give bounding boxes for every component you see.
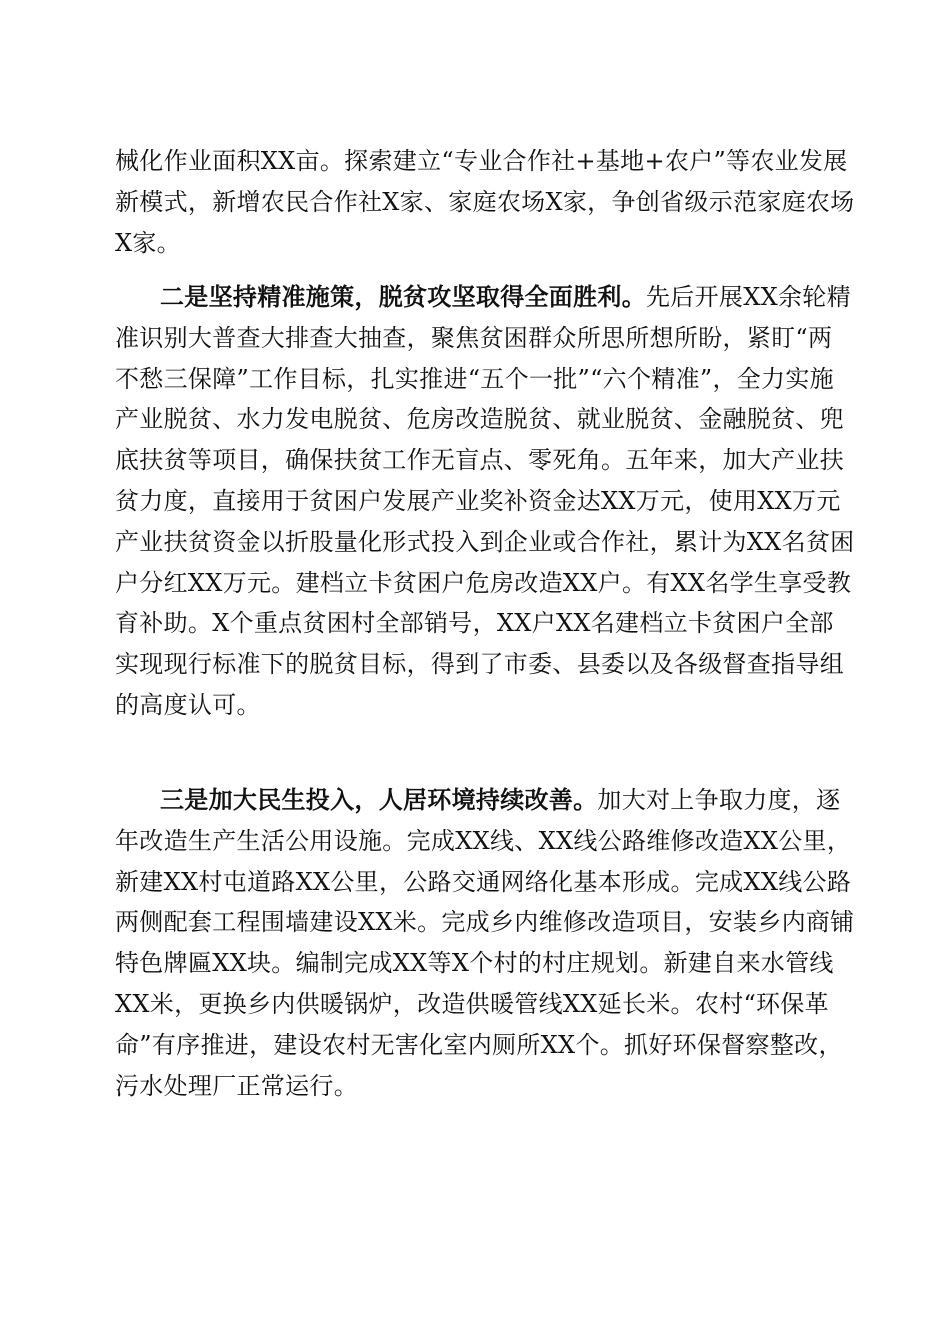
paragraph-1 — [115, 141, 855, 263]
paragraph-2-lead: 二是坚持精准施策，脱贫攻坚取得全面胜利。 — [160, 282, 646, 311]
paragraph-1-body: 械化作业面积XX亩。探索建立“专业合作社+基地+农户”等农业发展新模式，新增农民合作社X家、家庭农场X家，争创省级示范家庭农场X家。 — [115, 147, 855, 257]
paragraph-3 — [115, 780, 855, 1106]
paragraph-2-text — [115, 277, 855, 726]
paragraph-3-text — [115, 780, 855, 1106]
paragraph-3-body: 加大对上争取力度，逐年改造生产生活公用设施。完成XX线、XX线公路维修改造XX公里，新建XX村屯道路XX公里，公路交通网络化基本形成。完成XX线公路两侧配套工程围墙建设XX米。完成乡内维修改造项目，安装乡内商铺特色牌匾XX块。编制完成XX等X个村的村庄规划。新建自来水管线XX米，更换乡内供暖锅炉，改造供暖管线XX延长米。农村“环保革命”有序推进，建设农村无害化室内厕所XX个。抓好环保督察整改，污水处理厂正常运行。 — [115, 786, 855, 1100]
paragraph-3-lead: 三是加大民生投入，人居环境持续改善。 — [160, 785, 598, 814]
paragraph-2 — [115, 277, 855, 726]
paragraph-2-body: 先后开展XX余轮精准识别大普查大排查大抽查，聚焦贫困群众所思所想所盼，紧盯“两不愁三保障”工作目标，扎实推进“五个一批”“六个精准”，全力实施产业脱贫、水力发电脱贫、危房改造脱贫、就业脱贫、金融脱贫、兜底扶贫等项目，确保扶贫工作无盲点、零死角。五年来，加大产业扶贫力度，直接用于贫困户发展产业奖补资金达XX万元，使用XX万元产业扶贫资金以折股量化形式投入到企业或合作社，累计为XX名贫困户分红XX万元。建档立卡贫困户危房改造XX户。有XX名学生享受教育补助。X个重点贫困村全部销号，XX户XX名建档立卡贫困户全部实现现行标准下的脱贫目标，得到了市委、县委以及各级督查指导组的高度认可。 — [115, 283, 855, 719]
